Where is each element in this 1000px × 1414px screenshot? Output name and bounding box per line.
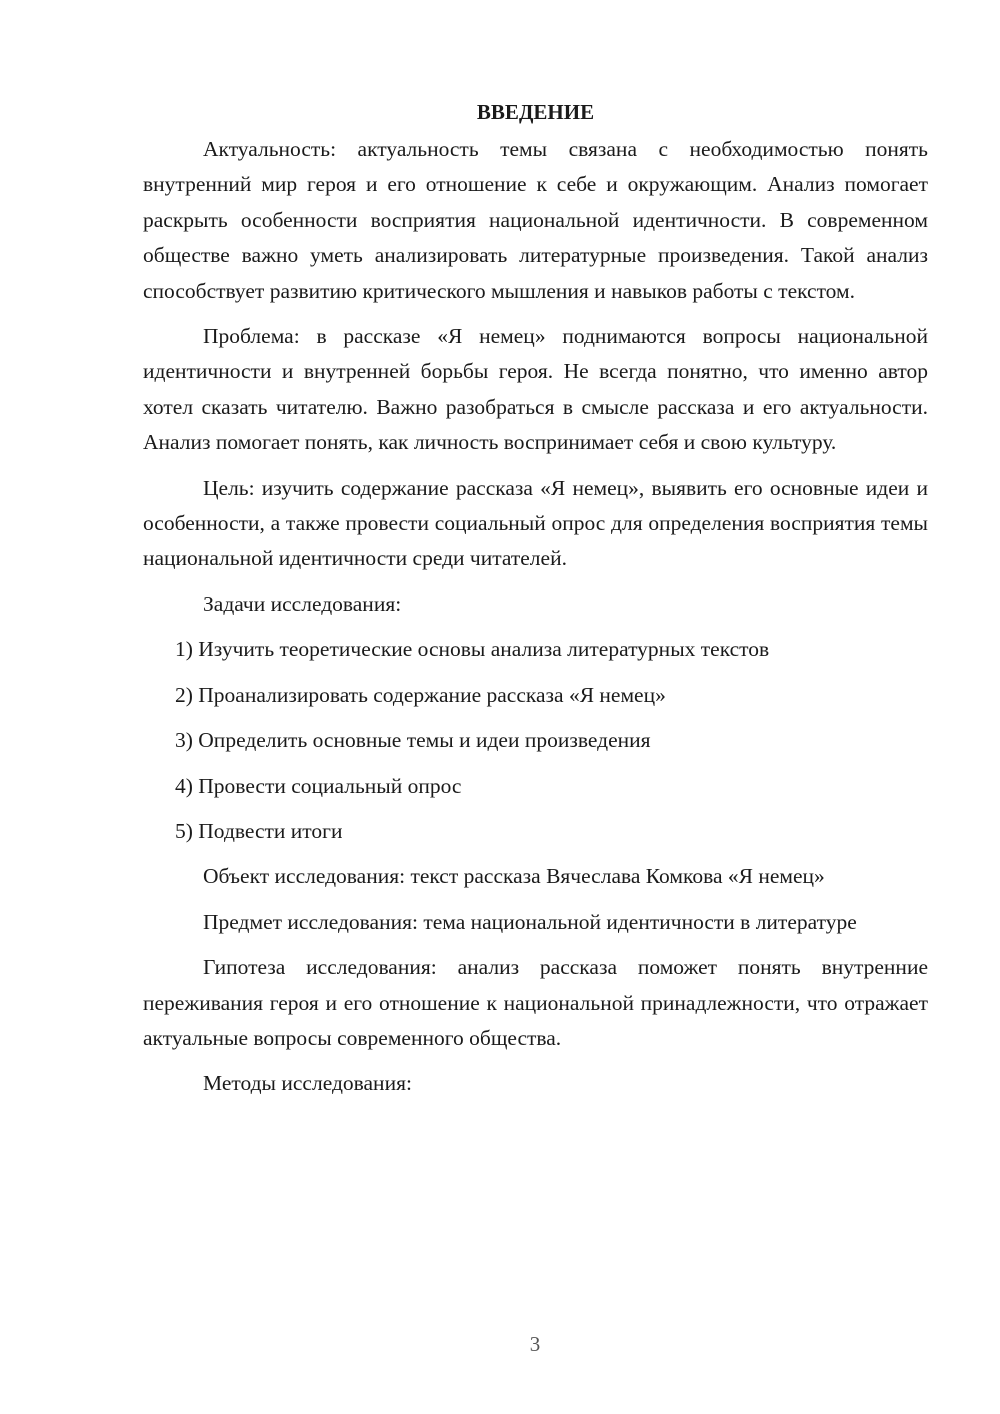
list-item: 5) Подвести итоги bbox=[175, 818, 343, 843]
page-number: 3 bbox=[529, 1332, 541, 1356]
hypothesis-paragraph: Гипотеза исследования: анализ рассказа поможет понять внутренние переживания героя и его отношение к национальной принадлежности, что отражает актуальные вопросы современного общества. bbox=[143, 955, 928, 1050]
object-paragraph: Объект исследования: текст рассказа Вячеслава Комкова «Я немец» bbox=[203, 864, 825, 889]
relevance-paragraph: Актуальность: актуальность темы связана с необходимостью понять внутренний мир героя и его отношение к себе и окружающим. Анализ помогает раскрыть особенности восприятия национальной идентичности. В современном обществе важно уметь анализировать литературные произведения. Такой анализ способствует развитию критического мышления и навыков работы с текстом. bbox=[143, 137, 928, 303]
tasks-list bbox=[143, 632, 928, 849]
subject-paragraph: Предмет исследования: тема национальной идентичности в литературе bbox=[203, 909, 857, 934]
list-item: 4) Провести социальный опрос bbox=[175, 773, 462, 798]
problem-paragraph: Проблема: в рассказе «Я немец» поднимаются вопросы национальной идентичности и внутренней борьбы героя. Не всегда понятно, что именно автор хотел сказать читателю. Важно разобраться в смысле рассказа и его актуальности. Анализ помогает понять, как личность воспринимает себя и свою культуру. bbox=[143, 324, 928, 455]
section-heading: ВВЕДЕНИЕ bbox=[476, 100, 595, 124]
goal-paragraph: Цель: изучить содержание рассказа «Я немец», выявить его основные идеи и особенности, а также провести социальный опрос для определения восприятия темы национальной идентичности среди читателей. bbox=[143, 475, 928, 571]
list-item: 2) Проанализировать содержание рассказа «Я немец» bbox=[175, 682, 666, 707]
methods-heading: Методы исследования: bbox=[203, 1071, 412, 1096]
document-page bbox=[143, 95, 928, 1112]
tasks-heading: Задачи исследования: bbox=[203, 591, 402, 616]
list-item: 1) Изучить теоретические основы анализа литературных текстов bbox=[175, 637, 770, 662]
list-item: 3) Определить основные темы и идеи произведения bbox=[175, 728, 651, 753]
